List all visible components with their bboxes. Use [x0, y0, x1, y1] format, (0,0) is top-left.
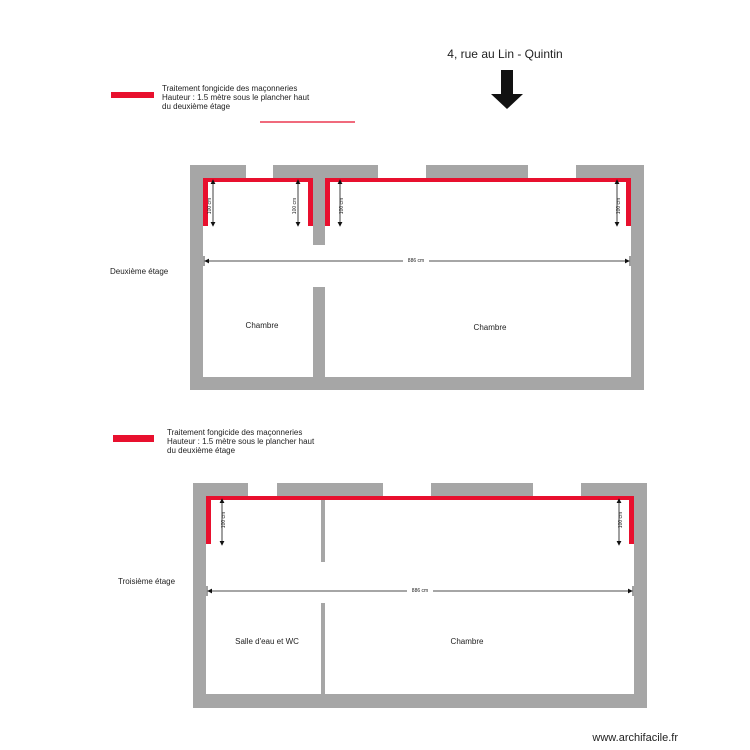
partition-wall: [321, 496, 325, 562]
width-dim-label: 886 cm: [411, 588, 429, 594]
window: [528, 165, 576, 178]
floor-3-label: Troisième étage: [118, 577, 176, 586]
floor-2-label: Deuxième étage: [110, 267, 169, 276]
partition-wall: [313, 287, 325, 377]
legend-line-3: du deuxième étage: [167, 446, 236, 455]
room-label: Chambre: [450, 637, 484, 646]
height-dim-label: 100 cm: [618, 511, 624, 529]
floor-2-plan: [110, 165, 644, 390]
legend-line-2: Hauteur : 1.5 mètre sous le plancher haut: [167, 437, 315, 446]
legend-bottom: [113, 428, 315, 455]
address-title: 4, rue au Lin - Quintin: [447, 47, 563, 61]
watermark: www.archifacile.fr: [592, 732, 678, 744]
window: [246, 165, 273, 178]
floor-2-interior: [203, 178, 631, 377]
room-label: Chambre: [245, 321, 279, 330]
room-label: Salle d'eau et WC: [235, 637, 299, 646]
legend-line-1: Traitement fongicide des maçonneries: [167, 428, 303, 437]
height-dim-label: 100 cm: [207, 197, 213, 215]
north-arrow-icon: [491, 70, 523, 109]
window: [533, 483, 581, 496]
legend-line-3: du deuxième étage: [162, 102, 231, 111]
window: [383, 483, 431, 496]
legend-line-1: Traitement fongicide des maçonneries: [162, 84, 298, 93]
window: [378, 165, 426, 178]
height-dim-label: 100 cm: [221, 511, 227, 529]
legend-top: [111, 84, 355, 122]
floor-3-plan: [118, 483, 647, 708]
height-dim-label: 100 cm: [292, 197, 298, 215]
partition-wall: [321, 603, 325, 694]
partition-wall: [313, 178, 325, 245]
legend-swatch: [111, 92, 154, 98]
floor-3-interior: [206, 496, 634, 694]
legend-line-2: Hauteur : 1.5 mètre sous le plancher haut: [162, 93, 310, 102]
legend-swatch: [113, 435, 154, 442]
room-label: Chambre: [473, 323, 507, 332]
height-dim-label: 100 cm: [339, 197, 345, 215]
height-dim-label: 100 cm: [616, 197, 622, 215]
window: [248, 483, 277, 496]
width-dim-label: 886 cm: [407, 258, 425, 264]
